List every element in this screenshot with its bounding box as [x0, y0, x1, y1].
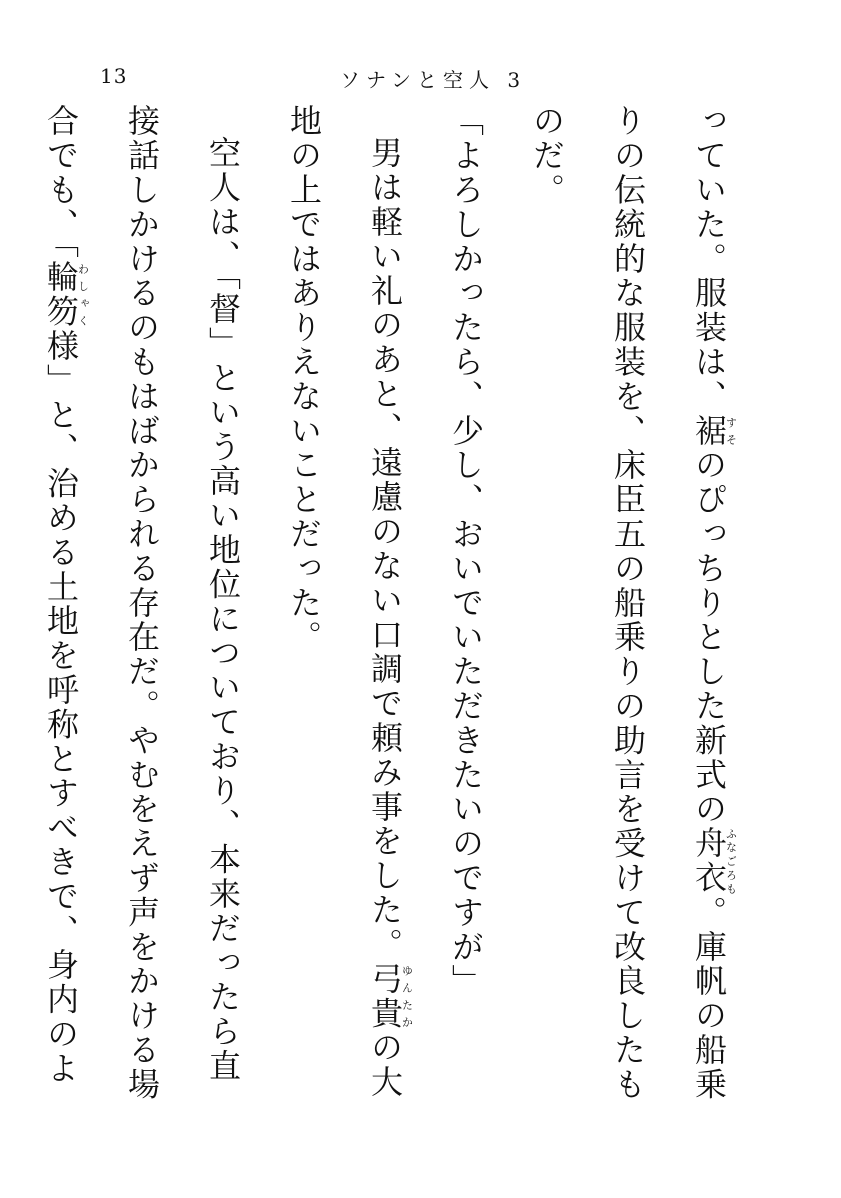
- paragraph-dialogue: [425, 104, 506, 1114]
- text-run: 。庫帆の船乗りの伝統的な服装を、床臣五の船乗りの助言を受けて改良したものだ。: [528, 104, 728, 1102]
- text-run: 空人は、「督」という高い地位についており、本来だったら直接話しかけるのもはばかられる存在だ。やむをえず声をかける場合でも、「: [42, 104, 242, 1102]
- ruby-base: 裾: [690, 413, 728, 449]
- ruby-base: 輪笏: [42, 260, 80, 329]
- ruby-reading: すそ: [724, 413, 738, 448]
- ruby-word: [366, 961, 414, 1031]
- ruby-base: 舟衣: [690, 826, 728, 896]
- body-text: [42, 104, 749, 1114]
- page-number: 13: [100, 64, 128, 88]
- text-run: 様」と、治める土地を呼称とすべきで、身内のよ: [42, 328, 80, 1086]
- text-run: っていた。服装は、: [690, 104, 728, 414]
- ruby-reading: ふなごろも: [724, 826, 738, 896]
- ruby-word: [690, 826, 738, 896]
- text-run: のぴっちりとした新式の: [690, 448, 728, 827]
- ruby-word: [690, 413, 738, 449]
- text-run: の大地の上ではありえないことだった。: [285, 104, 404, 1100]
- ruby-reading: ゆんたか: [400, 961, 414, 1031]
- text-run: 「よろしかったら、少し、おいでいただきたいのですが」: [447, 104, 485, 999]
- paragraph: [263, 104, 425, 1114]
- text-run: 男は軽い礼のあと、遠慮のない口調で頼み事をした。: [366, 136, 404, 962]
- paragraph: [0, 104, 263, 1114]
- running-head: ソナンと空人 3: [340, 68, 527, 92]
- paragraph: [506, 104, 749, 1114]
- ruby-reading: わしゃく: [76, 260, 90, 329]
- ruby-base: 弓貴: [366, 961, 404, 1031]
- ruby-word: [42, 260, 90, 329]
